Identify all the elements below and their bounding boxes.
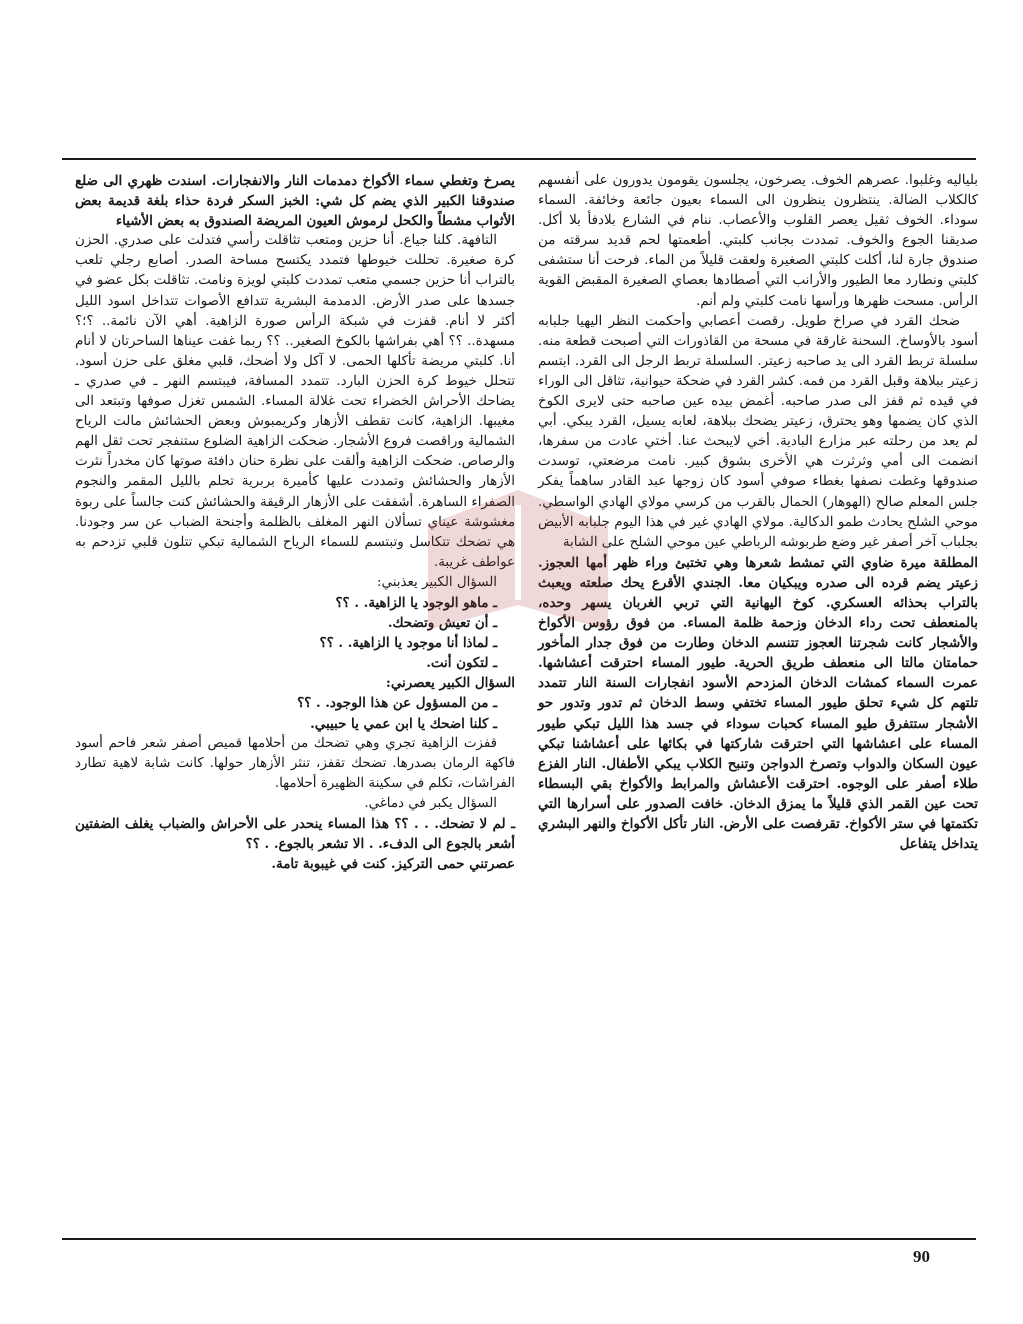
- dialog-line: ـ ماهو الوجود يا الزاهية. . ؟؟: [335, 594, 497, 611]
- question-line: السؤال يكبر في دماغي.: [364, 795, 497, 811]
- dialog-line: ـ لتكون أنت.: [426, 655, 497, 672]
- paragraph: المطلقة ميرة ضاوي التي تمشط شعرها وهي تختبئ وراء ظهر أمها العجوز. زعيتر يضم قرده الى صدره ويبكيان معا. الجندي الأقرع يحك صلعته ويعبث بالتراب بحذائه العسكري. كوخ اليهانية التي تربي الغربان يسهر وحده، بالمنعطف تحت رداء الدخان وزحمة ظلمة المساء. من فوق رؤوس الأكواخ والأشجار كانت شجرتنا العجوز تتنسم الدخان وطارت من فوق جدار المأخور حمامتان مالتا الى منعطف طريق الحرية. طيور المساء احترقت أعشاشها. عمرت السماء كمشات الدخان المزدحم الأسود انفجارات السنة النار تتمدد تلتهم كل شيء تحلق طيور المساء تختفي وسط الدخان ثم تدور وتدور حو الأشجار ستتفرق طيو المساء كحبات سوداء في جسد هذا الليل تبكي طيور المساء على اعشاشها التي احترقت شاركتها في بكائها على أعشاشنا تبكي عيون السكان والدواب وتصرخ الدواجن وتنبح الكلاب يبكي الأطفال. النار الفزع طلاء أصفر على الوجوه. احترقت الأعشاش والمرابط والأكواخ بقي البسطاء تحت عين القمر الذي قليلاً ما يمزق الدخان. خافت الصدور على أسرارها التي تكتمتها في ستر الأكواخ. تقرفصت على الأرض. النار تأكل الأكواخ والنهر البشري يتداخل يتفاعل: [538, 554, 978, 853]
- paragraph: قفزت الزاهية تجري وهي تضحك من أحلامها قميص أصفر شعر فاحم أسود فاكهة الرمان بصدرها. تضحك تقفز، تنثر الأزهار حولها. كانت شابة لاهية تطارد الفراشات، تكلم في سكينة الظهيرة أحلامها.: [75, 735, 515, 791]
- paragraph: التافهة. كلنا جياع. أنا حزين ومتعب تثاقلت رأسي فتدلت على صدري. الحزن كرة صغيرة. تحللت خيوطها فتمدد يكتسح مساحة الصدر. أصابع رجلي تلعب بالتراب أنا حزين جسمي متعب تمددت كلبتي لويزة ونامت. تثاقلت بكل عضو في جسدها على صدر الأرض. الدمدمة البشرية تتدافع الأصوات تتداخل اسود الليل أكثر لا أنام. قفزت في شبكة الرأس صورة الزاهية. أهي الآن نائمة.. ؟؛؟ مسهدة.. ؟؟ أهي بفراشها بالكوخ الصغير.. ؟؟ ربما غفت عيناها الساحرتان لا أنام أنا. كلبتي مريضة تأكلها الحمى. لا آكل ولا أضحك، قلبي مغلق على حزن أسود. تتحلل خيوط كرة الحزن البارد. تتمدد المسافة، فيبتسم النهر ـ في صدري ـ يضاحك الأحراش الخضراء تحت غلالة المساء. الشمس تغزل صوفها وتبتعد الى مغيبها. الزاهية، كانت تقطف الأزهار وكريمبوش وبعض الحشائش مالت الرياح الشمالية وراقصت فروع الأشجار. ضحكت الزاهية الضلوع ستنفجر تحت ثقل الهم والرصاص. ضحكت الزاهية وألقت على نظرة حنان دافئة صوتها كان مخدراً نثرت الأزهار والحشائش وتمددت عليها كأميرة بربرية تحلم بالليل المقمر والنجوم الصفراء الساهرة. أشفقت على الأزهار الرقيقة والحشائش كنت جالساً على ربوة مغشوشة عيناي تسألان النهر المغلف بالظلمة وأجنحة الضباب عن سر وجودنا. هي تضحك تتكاسل وتبتسم للسماء الرياح الشمالية تبكي تتلون قلبي تزدحم به عواطف غريبة.: [75, 233, 515, 570]
- dialog-line: ـ أن تعيش وتضحك.: [387, 615, 497, 632]
- last-line: عصرتني حمى التركيز. كنت في غيبوبة تامة.: [271, 856, 515, 873]
- dialog-line: ـ لماذا أنا موجود يا الزاهية. . ؟؟: [319, 635, 497, 652]
- bottom-rule: [62, 1238, 976, 1240]
- page-number: 90: [913, 1247, 930, 1266]
- dialog: [75, 593, 515, 673]
- paragraph: بلياليه وغلبوا. عصرهم الخوف. يصرخون، يجلسون يقومون يدورون على أنفسهم كالكلاب الضالة. ينتظرون ينظرون الى السماء بعيون جائعة وخائفة. السماء سوداء. الخوف ثقيل يعصر القلوب والأعصاب. ننام في الشارع بلادفأ بلا أكل. صديقنا الجوع والخوف. تمددت بجانب كلبتي. أطعمتها لحم قديد سرقته من صندوق جارة لنا، أكلت كلبتي الصغيرة ولعقت قليلاً من الماء. فرحت أنا ستشفى كلبتي ونطارد معا الطيور والأرانب التي أصطادها بعصاي الصغيرة المقبض القوية الرأس. مسحت ظهرها ورأسها نامت كلبتي ولم أنم.: [538, 173, 978, 309]
- paragraph: يصرخ وتغطي سماء الأكواخ دمدمات النار والانفجارات. اسندت ظهري الى ضلع صندوقنا الكبير الذي يضم كل شي: الخبز السكر فردة حذاء بلغة قديمة بعض الأثواب مشطاً والكحل لرموش العيون المريضة الصندوق به بعض الأشياء: [75, 173, 515, 230]
- question-intro: السؤال الكبير يعذبني:: [377, 574, 497, 590]
- paragraph: ضحك القرد في صراخ طويل. رقصت أعصابي وأحكمت النظر اليهيا جلبابه أسود بالأوساخ. السحنة غارقة في مسحة من القاذورات التي أصبحت قطعة منه. سلسلة تربط القرد الى يد صاحبه زعيتر. السلسلة تربط الرجل الى القرد. ابتسم زعيتر ببلاهة وقبل القرد من فمه. كشر القرد في ضحكة حيوانية، تثاقل الى الوراء في قيده ثم قفز الى صدر صاحبه. أغمض بيده عين صاحبه حتى لايرى الكوخ الذي كان يضمها وهو يحترق، زعيتر يضحك ببلاهة، لعابه يسيل، القرد يبكي. أبي لم يعد من رحلته عبر مزارع البادية. أخي لايبحث عنا. أختي عادت من سفرها، انضمت الى أمي وثرثرت هي الأخرى بشوق كبير. نامت مرضعتي، توسدت صندوقها وغطت نصفها بغطاء صوفي أسود كان زوجها عبد القادر ساهماً يفكر جلس المعلم صالح (الهوهار) الحمال بالقرب من كرسي مولاي الهادي الواسطي. موحي الشلح يحادث طمو الدكالية. مولاي الهادي غير في هذا اليوم جلبابه الأبيض بجلباب آخر أصفر غير وضع طربوشه الرباطي عين موحي الشلح على الشابة: [538, 313, 978, 550]
- dialog-line: ـ من المسؤول عن هذا الوجود. . ؟؟: [297, 695, 497, 712]
- right-column: [538, 171, 978, 854]
- paragraph: ـ لم لا تضحك. . . ؟؟ هذا المساء ينحدر على الأحراش والضباب يغلف الضفتين أشعر بالجوع الى الدفء. . الا تشعر بالجوع. . ؟؟: [75, 816, 515, 853]
- left-column: [75, 171, 515, 874]
- top-rule: [62, 158, 976, 160]
- dialog: [75, 693, 515, 733]
- question-intro: السؤال الكبير يعصرني:: [385, 675, 515, 692]
- dialog-line: ـ كلنا اضحك يا ابن عمي يا حبيبي.: [310, 715, 497, 732]
